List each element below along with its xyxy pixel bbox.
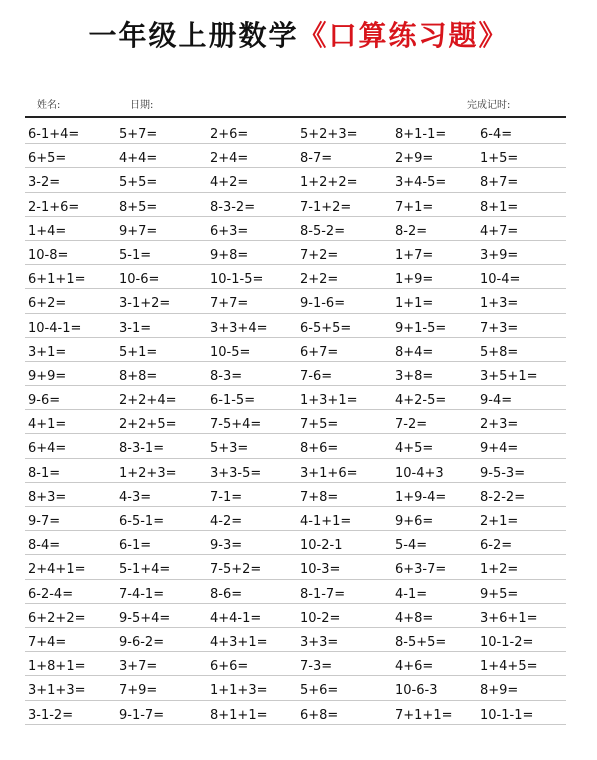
problem-cell: 6-2-4= xyxy=(28,586,74,602)
problem-row xyxy=(25,386,566,410)
problem-cell: 9+7= xyxy=(119,223,158,239)
problem-cell: 7-5+2= xyxy=(210,562,262,578)
problem-cell: 9-6-2= xyxy=(119,634,165,650)
problem-cell: 9-1-7= xyxy=(119,707,165,723)
problem-cell: 10-2-1 xyxy=(300,538,343,554)
problem-cell: 8-3-2= xyxy=(210,199,256,215)
problem-cell: 6-1-5= xyxy=(210,393,256,409)
problem-cell: 9-1-6= xyxy=(300,296,346,312)
problem-cell: 8-7= xyxy=(300,151,333,167)
problem-cell: 6+4= xyxy=(28,441,67,457)
problem-cell: 5-4= xyxy=(395,538,428,554)
problem-cell: 7+3= xyxy=(480,320,519,336)
problem-row xyxy=(25,410,566,434)
problem-cell: 7-4-1= xyxy=(119,586,165,602)
problem-cell: 10-3= xyxy=(300,562,341,578)
problem-cell: 4+4-1= xyxy=(210,610,262,626)
problem-row xyxy=(25,144,566,168)
problem-cell: 2+2+5= xyxy=(119,417,177,433)
problem-cell: 5+3= xyxy=(210,441,249,457)
completion-time-label: 完成记时: xyxy=(467,100,511,111)
problem-cell: 2+4= xyxy=(210,151,249,167)
problem-row xyxy=(25,701,566,725)
problem-cell: 7-5+4= xyxy=(210,417,262,433)
problem-cell: 9+9= xyxy=(28,368,67,384)
problem-cell: 4-1+1= xyxy=(300,514,352,529)
title-open-quote: 《 xyxy=(298,19,329,52)
problem-cell: 9+1-5= xyxy=(395,320,447,336)
problem-row xyxy=(25,434,566,458)
problem-cell: 3+4-5= xyxy=(395,175,447,191)
problem-cell: 8-1-7= xyxy=(300,586,346,602)
problem-cell: 6-5-1= xyxy=(119,514,165,529)
problem-cell: 6-1= xyxy=(119,538,152,554)
problem-cell: 1+1= xyxy=(395,296,434,312)
problem-row xyxy=(25,676,566,700)
problem-row xyxy=(25,580,566,604)
problem-cell: 7+7= xyxy=(210,296,249,312)
problem-cell: 1+4+5= xyxy=(480,659,538,675)
problem-cell: 4-3= xyxy=(119,489,152,505)
problem-cell: 2+1= xyxy=(480,514,519,529)
problem-cell: 4+4= xyxy=(119,151,158,167)
problem-cell: 1+2= xyxy=(480,562,519,578)
problem-cell: 8-6= xyxy=(210,586,243,602)
problem-cell: 6+7= xyxy=(300,344,339,360)
problem-cell: 8+3= xyxy=(28,489,67,505)
problem-cell: 6+3= xyxy=(210,223,249,239)
problem-cell: 1+9-4= xyxy=(395,489,447,505)
problem-cell: 8-3= xyxy=(210,368,243,384)
problem-cell: 9-7= xyxy=(28,514,61,529)
problem-cell: 9+4= xyxy=(480,441,519,457)
problem-row xyxy=(25,314,566,338)
problem-row xyxy=(25,531,566,555)
problem-cell: 1+8+1= xyxy=(28,659,86,675)
problem-cell: 3-1-2= xyxy=(28,707,74,723)
problem-cell: 6+2= xyxy=(28,296,67,312)
problem-cell: 8-2= xyxy=(395,223,428,239)
problem-cell: 4+2-5= xyxy=(395,393,447,409)
problem-cell: 3-2= xyxy=(28,175,61,191)
problem-cell: 8+1-1= xyxy=(395,127,447,142)
problem-row xyxy=(25,217,566,241)
problem-cell: 3-1+2= xyxy=(119,296,171,312)
problem-cell: 8-2-2= xyxy=(480,489,526,505)
header-divider xyxy=(25,116,566,118)
problem-cell: 8+7= xyxy=(480,175,519,191)
problem-cell: 2+2= xyxy=(300,272,339,288)
problem-cell: 2+2+4= xyxy=(119,393,177,409)
problem-cell: 2+4+1= xyxy=(28,562,86,578)
problem-cell: 5-1+4= xyxy=(119,562,171,578)
problem-cell: 1+3+1= xyxy=(300,393,358,409)
problem-cell: 1+2+2= xyxy=(300,175,358,191)
problem-cell: 2-1+6= xyxy=(28,199,80,215)
problem-cell: 1+1+3= xyxy=(210,683,268,699)
problem-cell: 10-1-2= xyxy=(480,634,534,650)
problem-cell: 9-3= xyxy=(210,538,243,554)
problem-row xyxy=(25,604,566,628)
problem-cell: 3+1+3= xyxy=(28,683,86,699)
problem-cell: 9+5= xyxy=(480,586,519,602)
problem-cell: 4+7= xyxy=(480,223,519,239)
problem-cell: 1+2+3= xyxy=(119,465,177,481)
problem-cell: 8+6= xyxy=(300,441,339,457)
problem-cell: 5+7= xyxy=(119,127,158,142)
title-highlight: 口算练习题 xyxy=(328,19,479,52)
title-main: 一年级上册数学 xyxy=(88,19,299,52)
problem-cell: 4+1= xyxy=(28,417,67,433)
problem-cell: 3+3= xyxy=(300,634,339,650)
problem-cell: 8-5-2= xyxy=(300,223,346,239)
problem-cell: 9-6= xyxy=(28,393,61,409)
problem-cell: 7+1+1= xyxy=(395,707,453,723)
problem-cell: 6+3-7= xyxy=(395,562,447,578)
problem-cell: 5+1= xyxy=(119,344,158,360)
problem-cell: 7-2= xyxy=(395,417,428,433)
problem-cell: 10-5= xyxy=(210,344,251,360)
problem-cell: 8-3-1= xyxy=(119,441,165,457)
problem-cell: 5+5= xyxy=(119,175,158,191)
problem-cell: 7-3= xyxy=(300,659,333,675)
problem-cell: 6-5+5= xyxy=(300,320,352,336)
problem-cell: 7+4= xyxy=(28,634,67,650)
problem-cell: 3+5+1= xyxy=(480,368,538,384)
problem-cell: 8-4= xyxy=(28,538,61,554)
problem-cell: 10-8= xyxy=(28,247,69,263)
problem-cell: 9-5+4= xyxy=(119,610,171,626)
problem-cell: 7-1= xyxy=(210,489,243,505)
problem-cell: 8+4= xyxy=(395,344,434,360)
problem-cell: 9+8= xyxy=(210,247,249,263)
problem-cell: 7-6= xyxy=(300,368,333,384)
problem-cell: 1+3= xyxy=(480,296,519,312)
problem-row xyxy=(25,483,566,507)
problem-cell: 6+8= xyxy=(300,707,339,723)
problem-cell: 7+9= xyxy=(119,683,158,699)
worksheet-header xyxy=(0,94,597,110)
problem-row xyxy=(25,265,566,289)
page-title xyxy=(0,14,597,54)
problem-cell: 7-1+2= xyxy=(300,199,352,215)
problem-cell: 7+2= xyxy=(300,247,339,263)
problem-cell: 9-4= xyxy=(480,393,513,409)
problem-cell: 3+3-5= xyxy=(210,465,262,481)
problem-cell: 3+7= xyxy=(119,659,158,675)
problem-cell: 9-5-3= xyxy=(480,465,526,481)
title-close-quote: 》 xyxy=(478,19,509,52)
problem-cell: 6-1+4= xyxy=(28,127,80,142)
problem-cell: 10-1-1= xyxy=(480,707,534,723)
problem-cell: 2+9= xyxy=(395,151,434,167)
problem-row xyxy=(25,459,566,483)
problem-cell: 5+2+3= xyxy=(300,127,358,142)
problem-cell: 4+5= xyxy=(395,441,434,457)
problem-cell: 2+3= xyxy=(480,417,519,433)
problem-cell: 3+9= xyxy=(480,247,519,263)
problem-cell: 7+1= xyxy=(395,199,434,215)
problem-cell: 1+7= xyxy=(395,247,434,263)
problem-row xyxy=(25,338,566,362)
problem-cell: 4+8= xyxy=(395,610,434,626)
problem-cell: 10-4-1= xyxy=(28,320,82,336)
problem-cell: 4+2= xyxy=(210,175,249,191)
problem-cell: 8+1= xyxy=(480,199,519,215)
problem-cell: 10-4= xyxy=(480,272,521,288)
problem-grid xyxy=(25,120,566,725)
problem-cell: 7+8= xyxy=(300,489,339,505)
problem-cell: 2+6= xyxy=(210,127,249,142)
problem-cell: 3+1+6= xyxy=(300,465,358,481)
problem-cell: 6-2= xyxy=(480,538,513,554)
problem-cell: 4-1= xyxy=(395,586,428,602)
problem-cell: 1+4= xyxy=(28,223,67,239)
problem-cell: 6+6= xyxy=(210,659,249,675)
problem-row xyxy=(25,289,566,313)
problem-row xyxy=(25,120,566,144)
problem-cell: 4-2= xyxy=(210,514,243,529)
problem-cell: 4+6= xyxy=(395,659,434,675)
problem-row xyxy=(25,507,566,531)
problem-row xyxy=(25,168,566,192)
problem-row xyxy=(25,628,566,652)
problem-row xyxy=(25,652,566,676)
problem-cell: 8-5+5= xyxy=(395,634,447,650)
problem-cell: 8+8= xyxy=(119,368,158,384)
problem-cell: 3+6+1= xyxy=(480,610,538,626)
problem-cell: 10-1-5= xyxy=(210,272,264,288)
problem-cell: 10-4+3 xyxy=(395,465,444,481)
problem-cell: 3+8= xyxy=(395,368,434,384)
problem-cell: 1+9= xyxy=(395,272,434,288)
problem-cell: 7+5= xyxy=(300,417,339,433)
problem-row xyxy=(25,555,566,579)
problem-row xyxy=(25,241,566,265)
date-label: 日期: xyxy=(130,100,154,111)
problem-cell: 5-1= xyxy=(119,247,152,263)
problem-cell: 3+3+4= xyxy=(210,320,268,336)
problem-cell: 8+5= xyxy=(119,199,158,215)
problem-cell: 6+1+1= xyxy=(28,272,86,288)
problem-cell: 3+1= xyxy=(28,344,67,360)
problem-cell: 8+9= xyxy=(480,683,519,699)
problem-cell: 1+5= xyxy=(480,151,519,167)
problem-cell: 9+6= xyxy=(395,514,434,529)
problem-cell: 10-2= xyxy=(300,610,341,626)
problem-cell: 8-1= xyxy=(28,465,61,481)
problem-cell: 6+2+2= xyxy=(28,610,86,626)
problem-cell: 5+8= xyxy=(480,344,519,360)
problem-row xyxy=(25,193,566,217)
problem-cell: 3-1= xyxy=(119,320,152,336)
name-label: 姓名: xyxy=(37,100,61,111)
problem-cell: 5+6= xyxy=(300,683,339,699)
problem-cell: 6+5= xyxy=(28,151,67,167)
problem-cell: 10-6-3 xyxy=(395,683,438,699)
problem-cell: 6-4= xyxy=(480,127,513,142)
problem-row xyxy=(25,362,566,386)
problem-cell: 4+3+1= xyxy=(210,634,268,650)
problem-cell: 10-6= xyxy=(119,272,160,288)
problem-cell: 8+1+1= xyxy=(210,707,268,723)
